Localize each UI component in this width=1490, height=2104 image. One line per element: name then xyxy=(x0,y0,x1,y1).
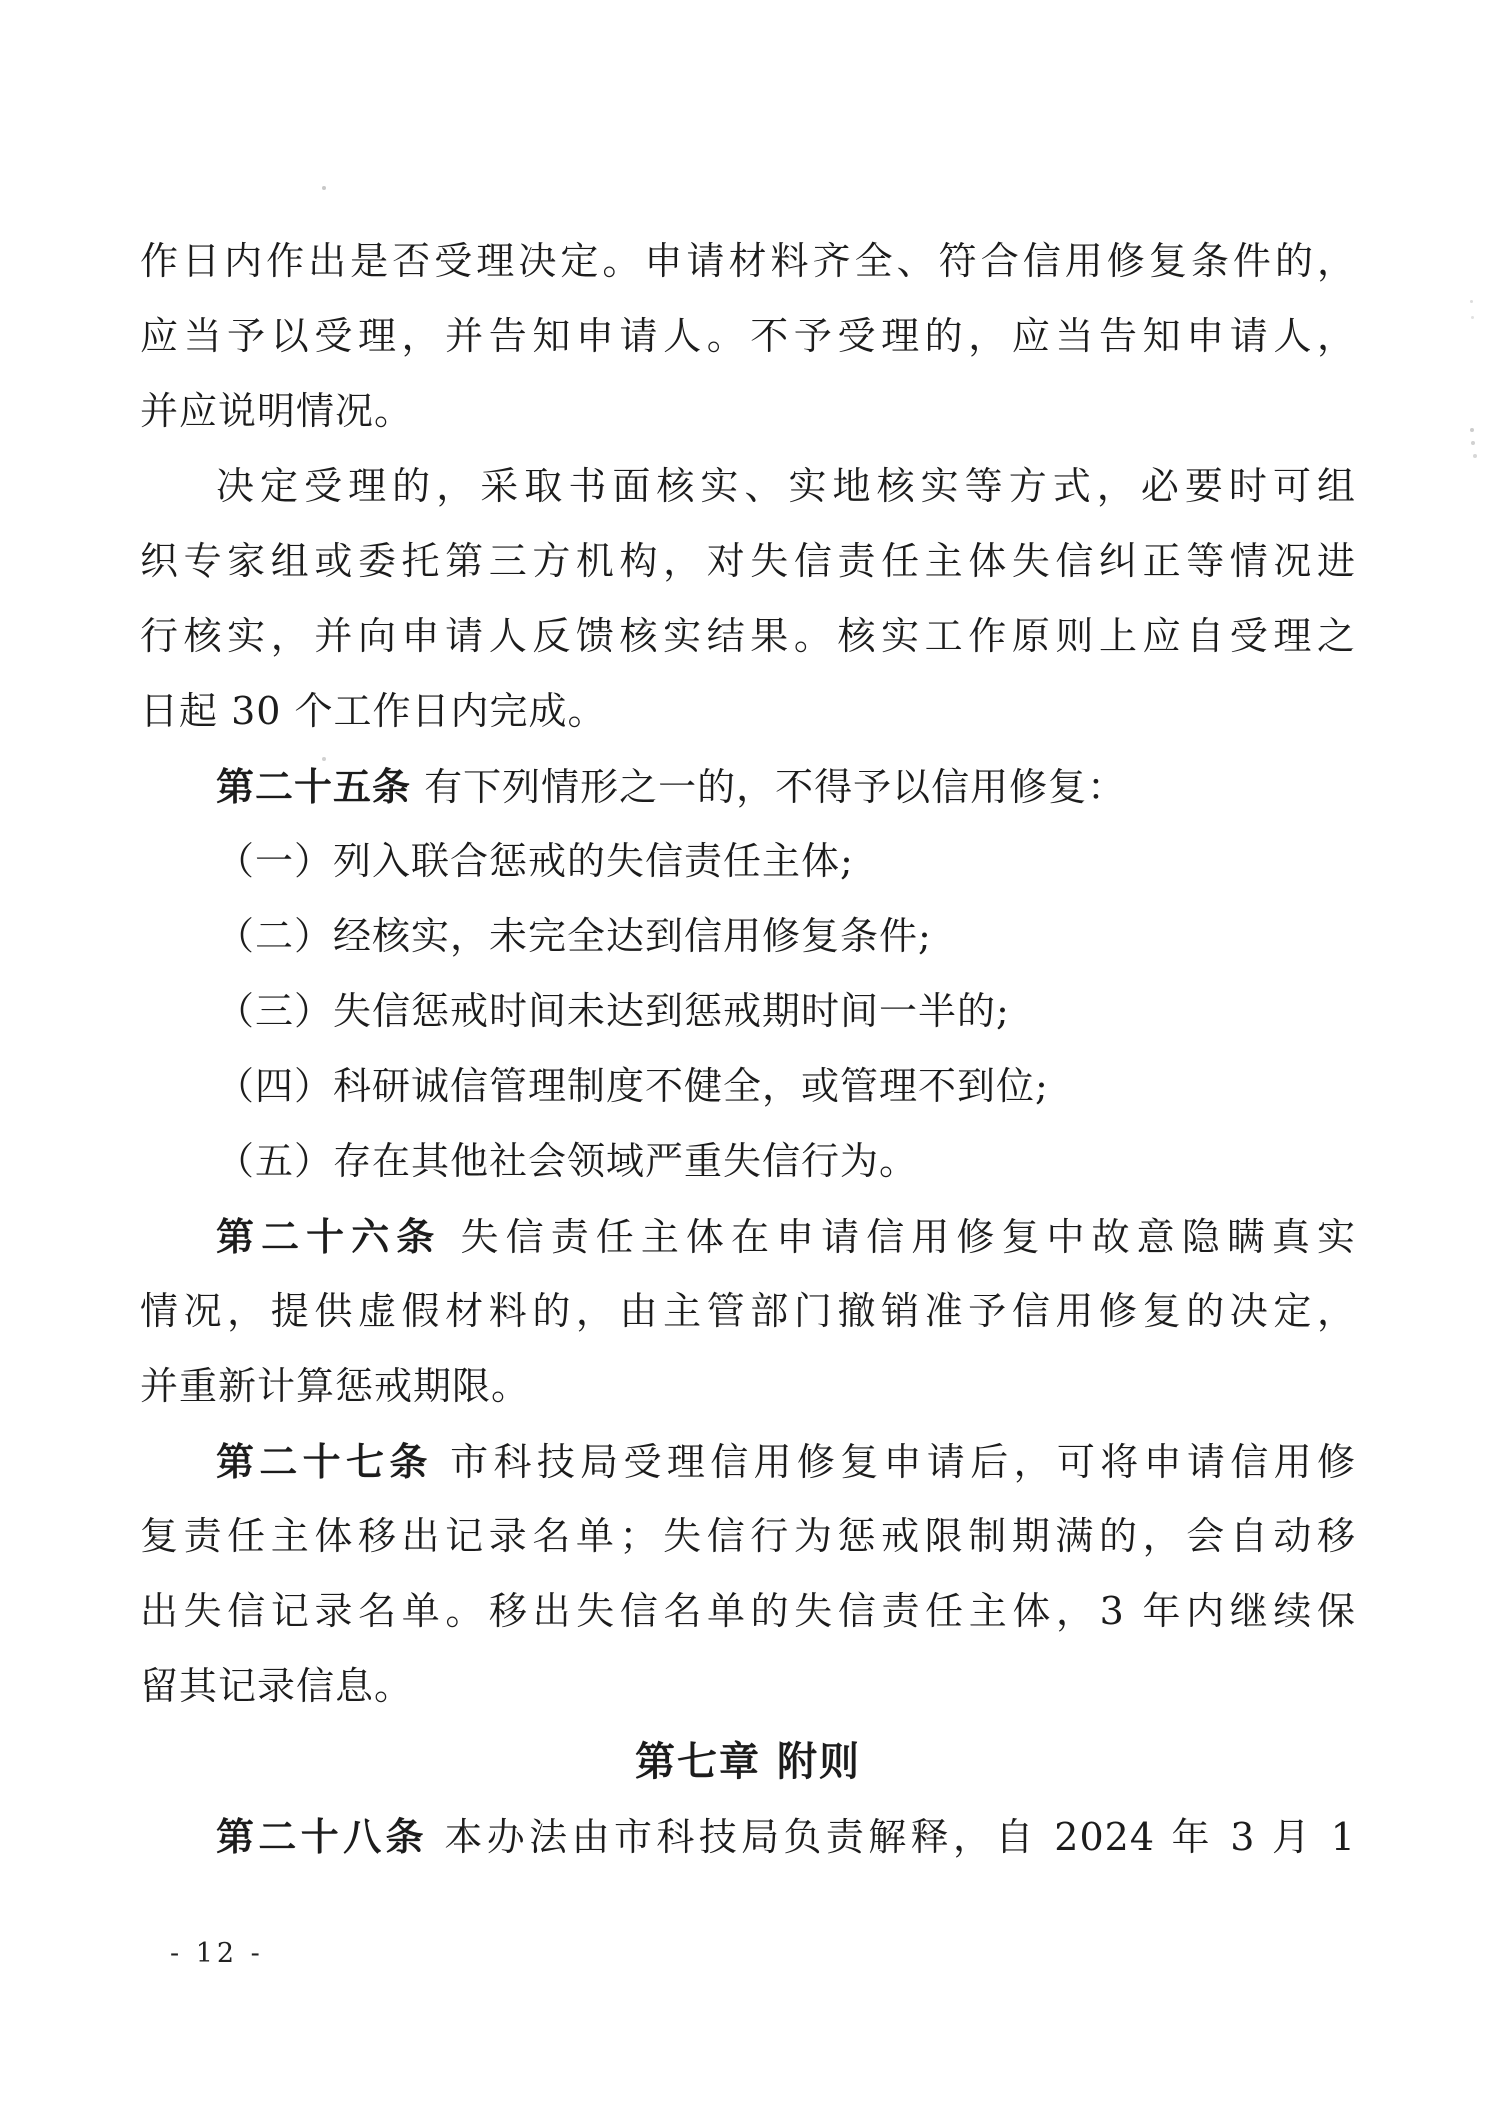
body-line: 情况，提供虚假材料的，由主管部门撤销准予信用修复的决定， xyxy=(140,1289,1356,1333)
scan-speck xyxy=(1473,454,1477,458)
article-line xyxy=(140,1424,1356,1499)
body-line: 复责任主体移出记录名单；失信行为惩戒限制期满的，会自动移 xyxy=(140,1514,1356,1558)
article-text: 市科技局受理信用修复申请后，可将申请信用修 xyxy=(432,1440,1356,1484)
article-text: 失信责任主体在申请信用修复中故意隐瞒真实 xyxy=(441,1215,1356,1259)
body-line: 作日内作出是否受理决定。申请材料齐全、符合信用修复条件的， xyxy=(140,239,1356,283)
body-line: 应当予以受理，并告知申请人。不予受理的，应当告知申请人， xyxy=(140,314,1356,358)
list-item: （一）列入联合惩戒的失信责任主体; xyxy=(216,839,854,883)
list-item: （四）科研诚信管理制度不健全，或管理不到位; xyxy=(216,1064,1049,1108)
body-line: 织专家组或委托第三方机构，对失信责任主体失信纠正等情况进 xyxy=(140,539,1356,583)
scan-speck xyxy=(1471,316,1474,319)
article-number: 第二十七条 xyxy=(216,1439,433,1484)
chapter-heading: 第七章 附则 xyxy=(635,1738,861,1785)
article-number: 第二十六条 xyxy=(216,1214,442,1259)
body-line: 出失信记录名单。移出失信名单的失信责任主体，3 年内继续保 xyxy=(140,1589,1356,1633)
scan-speck xyxy=(322,186,326,190)
page-number: - 12 - xyxy=(170,1938,264,1969)
article-text: 本办法由市科技局负责解释，自 2024 年 3 月 1 xyxy=(427,1815,1356,1859)
article-number: 第二十五条 xyxy=(216,764,412,809)
scan-speck xyxy=(1470,300,1473,303)
article-line xyxy=(140,1799,1356,1874)
scan-speck xyxy=(322,757,326,761)
body-line: 并应说明情况。 xyxy=(140,389,414,433)
body-line: 行核实，并向申请人反馈核实结果。核实工作原则上应自受理之 xyxy=(140,614,1356,658)
article-text: 有下列情形之一的，不得予以信用修复： xyxy=(411,765,1127,809)
article-line xyxy=(140,1199,1356,1274)
list-item: （二）经核实，未完全达到信用修复条件; xyxy=(216,914,932,958)
list-item: （三）失信惩戒时间未达到惩戒期时间一半的; xyxy=(216,989,1010,1033)
scan-speck xyxy=(1471,441,1475,445)
article-number: 第二十八条 xyxy=(216,1814,428,1859)
body-line: 日起 30 个工作日内完成。 xyxy=(140,689,607,733)
scan-speck xyxy=(1470,428,1474,432)
body-line: 决定受理的，采取书面核实、实地核实等方式，必要时可组 xyxy=(216,464,1356,508)
list-item: （五）存在其他社会领域严重失信行为。 xyxy=(216,1139,919,1183)
document-body xyxy=(140,224,1356,1874)
body-line: 留其记录信息。 xyxy=(140,1664,414,1708)
body-line: 并重新计算惩戒期限。 xyxy=(140,1364,531,1408)
